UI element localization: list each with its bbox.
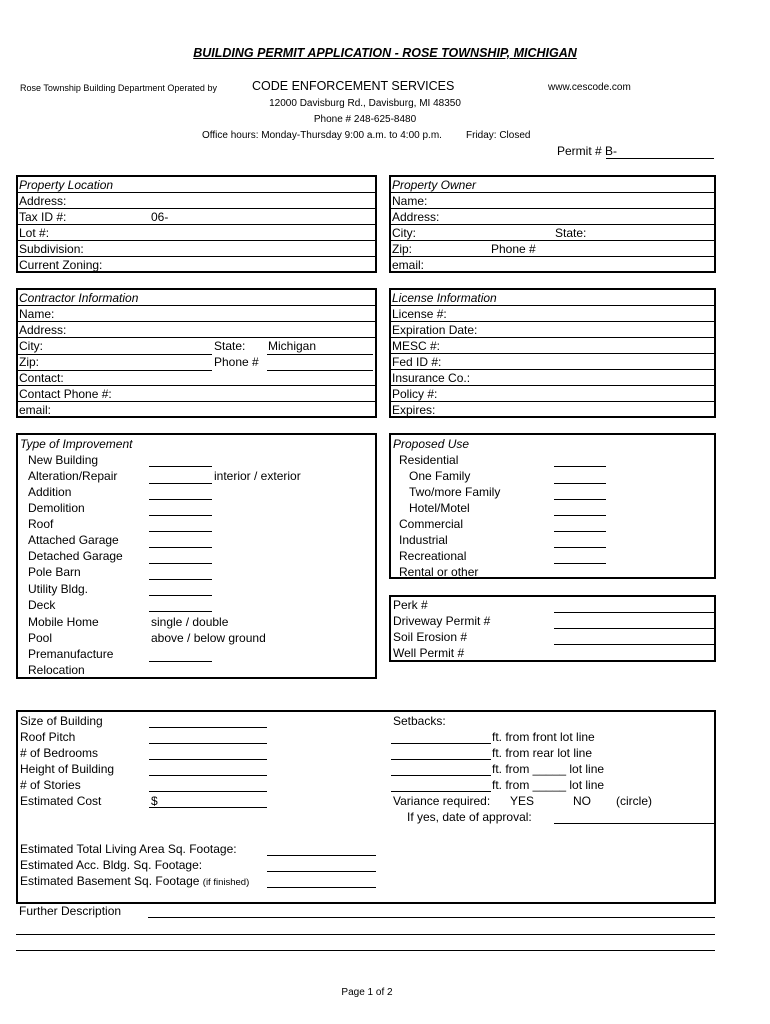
deck-blank[interactable]	[149, 611, 212, 612]
improvement-addition: Addition	[28, 485, 72, 499]
rear-setback-label: ft. from rear lot line	[492, 746, 593, 760]
contractor-email-field[interactable]	[18, 402, 375, 418]
mesc-label: MESC #:	[392, 339, 441, 353]
location-address-field[interactable]	[18, 193, 375, 209]
height-field[interactable]	[149, 775, 267, 776]
side2-setback-label: ft. from _____ lot line	[492, 778, 605, 792]
contractor-address-label: Address:	[19, 323, 67, 337]
circle-instruction: (circle)	[616, 794, 652, 808]
operated-by-text: Rose Township Building Department Operated by	[20, 83, 217, 93]
roof-pitch-field[interactable]	[149, 743, 267, 744]
license-number-field[interactable]	[391, 306, 714, 322]
stories-field[interactable]	[149, 791, 267, 792]
improvement-mobile-home: Mobile Home	[28, 615, 99, 629]
well-permit-label: Well Permit #	[393, 646, 465, 660]
front-setback-label: ft. from front lot line	[492, 730, 595, 744]
basement-field[interactable]	[267, 887, 376, 888]
improvement-premanufacture: Premanufacture	[28, 647, 114, 661]
zoning-field[interactable]	[18, 257, 375, 273]
contractor-city-row	[18, 338, 375, 354]
setbacks-heading: Setbacks:	[393, 714, 446, 728]
improvement-attached-garage: Attached Garage	[28, 533, 119, 547]
single-double-option[interactable]: single / double	[151, 615, 229, 629]
further-description-line-3[interactable]	[16, 950, 715, 951]
contractor-zip-row	[18, 354, 375, 370]
zoning-label: Current Zoning:	[19, 258, 103, 272]
owner-city-label: City:	[392, 226, 416, 240]
contractor-heading: Contractor Information	[18, 290, 375, 306]
form-title: BUILDING PERMIT APPLICATION - ROSE TOWNSHIP, MICHIGAN	[193, 46, 577, 60]
contractor-contact-label: Contact:	[19, 371, 64, 385]
policy-label: Policy #:	[392, 387, 438, 401]
expiration-date-field[interactable]	[391, 322, 714, 338]
other-permits-section	[389, 595, 716, 662]
permit-number-label: Permit # B-	[557, 144, 618, 158]
proposed-use-heading: Proposed Use	[393, 437, 470, 451]
insurance-field[interactable]	[391, 370, 714, 386]
contractor-zip-label: Zip:	[19, 355, 40, 369]
use-residential: Residential	[399, 453, 459, 467]
contractor-state-value: Michigan	[268, 339, 317, 353]
subdivision-field[interactable]	[18, 241, 375, 257]
further-description-line-1[interactable]	[148, 917, 715, 918]
basement-label-text: Estimated Basement Sq. Footage	[20, 874, 200, 888]
perk-field[interactable]	[554, 612, 714, 613]
roof-pitch-label: Roof Pitch	[20, 730, 76, 744]
height-label: Height of Building	[20, 762, 115, 776]
improvement-pool: Pool	[28, 631, 53, 645]
approval-date-field[interactable]	[554, 823, 714, 824]
contractor-city-label: City:	[19, 339, 43, 353]
living-area-field[interactable]	[267, 855, 376, 856]
use-recreational: Recreational	[399, 549, 467, 563]
owner-name-field[interactable]	[391, 193, 714, 209]
lot-label: Lot #:	[19, 226, 50, 240]
contractor-state-label: State:	[214, 339, 246, 353]
size-of-building-field[interactable]	[149, 727, 267, 728]
proposed-use-section	[389, 433, 716, 579]
insurance-label: Insurance Co.:	[392, 371, 471, 385]
contractor-phone-label: Phone #	[214, 355, 259, 369]
detached-garage-blank[interactable]	[149, 563, 212, 564]
use-two-more-family: Two/more Family	[409, 485, 501, 499]
owner-address-field[interactable]	[391, 209, 714, 225]
attached-garage-blank[interactable]	[149, 547, 212, 548]
estimated-cost-label: Estimated Cost	[20, 794, 102, 808]
contractor-email-label: email:	[19, 403, 52, 417]
fed-id-field[interactable]	[391, 354, 714, 370]
license-heading: License Information	[391, 290, 714, 306]
perk-label: Perk #	[393, 598, 428, 612]
basement-label	[20, 873, 249, 891]
acc-bldg-label: Estimated Acc. Bldg. Sq. Footage:	[20, 858, 203, 872]
residential-blank[interactable]	[554, 466, 606, 467]
improvement-pole-barn: Pole Barn	[28, 565, 81, 579]
contractor-name-label: Name:	[19, 307, 55, 321]
fed-id-label: Fed ID #:	[392, 355, 442, 369]
use-one-family: One Family	[409, 469, 471, 483]
policy-field[interactable]	[391, 386, 714, 402]
improvement-detached-garage: Detached Garage	[28, 549, 123, 563]
owner-state-label: State:	[555, 226, 587, 240]
property-owner-heading: Property Owner	[391, 177, 714, 193]
bedrooms-field[interactable]	[149, 759, 267, 760]
use-rental-other: Rental or other	[399, 565, 479, 579]
side1-setback-field[interactable]	[391, 775, 491, 776]
friday-hours: Friday: Closed	[466, 130, 531, 141]
office-hours: Office hours: Monday-Thursday 9:00 a.m. to 4:00 p.m.	[202, 130, 442, 141]
owner-phone-label: Phone #	[491, 242, 536, 256]
improvement-alteration: Alteration/Repair	[28, 469, 118, 483]
variance-label: Variance required:	[393, 794, 491, 808]
owner-name-label: Name:	[392, 194, 428, 208]
acc-bldg-field[interactable]	[267, 871, 376, 872]
company-address: 12000 Davisburg Rd., Davisburg, MI 48350	[269, 98, 461, 109]
contractor-name-field[interactable]	[18, 306, 375, 322]
contractor-address-field[interactable]	[18, 322, 375, 338]
building-details-section	[16, 710, 716, 904]
property-owner-section	[389, 175, 716, 273]
alteration-blank[interactable]	[149, 483, 212, 484]
use-commercial: Commercial	[399, 517, 464, 531]
contractor-contact-phone-label: Contact Phone #:	[19, 387, 112, 401]
company-phone: Phone # 248-625-8480	[313, 114, 417, 125]
living-area-label: Estimated Total Living Area Sq. Footage:	[20, 842, 237, 856]
owner-email-label: email:	[392, 258, 425, 272]
improvement-utility-bldg: Utility Bldg.	[28, 582, 89, 596]
improvement-roof: Roof	[28, 517, 54, 531]
estimated-cost-field[interactable]	[149, 807, 267, 808]
approval-date-label: If yes, date of approval:	[407, 810, 532, 824]
license-number-label: License #:	[392, 307, 447, 321]
roof-blank[interactable]	[149, 531, 212, 532]
improvement-heading: Type of Improvement	[20, 437, 133, 451]
property-location-section	[16, 175, 377, 273]
soil-erosion-label: Soil Erosion #	[393, 630, 468, 644]
variance-no-option[interactable]: NO	[573, 794, 591, 808]
recreational-blank[interactable]	[554, 563, 606, 564]
above-below-option[interactable]: above / below ground	[151, 631, 266, 645]
further-description-label: Further Description	[19, 904, 122, 918]
tax-id-field[interactable]	[18, 209, 375, 225]
utility-bldg-blank[interactable]	[149, 595, 212, 596]
driveway-permit-field[interactable]	[554, 628, 714, 629]
owner-zip-label: Zip:	[392, 242, 413, 256]
one-family-blank[interactable]	[554, 483, 606, 484]
addition-blank[interactable]	[149, 499, 212, 500]
contractor-contact-phone-field[interactable]	[18, 386, 375, 402]
bedrooms-label: # of Bedrooms	[20, 746, 99, 760]
subdivision-label: Subdivision:	[19, 242, 84, 256]
industrial-blank[interactable]	[554, 547, 606, 548]
side1-setback-label: ft. from _____ lot line	[492, 762, 605, 776]
lot-field[interactable]	[18, 225, 375, 241]
contractor-contact-field[interactable]	[18, 370, 375, 386]
premanufacture-blank[interactable]	[149, 661, 212, 662]
new-building-blank[interactable]	[149, 466, 212, 467]
hotel-motel-blank[interactable]	[554, 515, 606, 516]
front-setback-field[interactable]	[391, 743, 491, 744]
variance-yes-option[interactable]: YES	[510, 794, 535, 808]
use-industrial: Industrial	[399, 533, 448, 547]
property-location-heading: Property Location	[18, 177, 375, 193]
location-address-label: Address:	[19, 194, 67, 208]
pole-barn-blank[interactable]	[149, 579, 212, 580]
contractor-section	[16, 288, 377, 418]
improvement-section	[16, 433, 377, 679]
page-number: Page 1 of 2	[341, 987, 393, 998]
license-section	[389, 288, 716, 418]
expiration-date-label: Expiration Date:	[392, 323, 478, 337]
improvement-relocation: Relocation	[28, 663, 85, 677]
expires-field[interactable]	[391, 402, 714, 418]
two-more-family-blank[interactable]	[554, 499, 606, 500]
rear-setback-field[interactable]	[391, 759, 491, 760]
commercial-blank[interactable]	[554, 531, 606, 532]
owner-zip-field[interactable]	[391, 241, 714, 257]
mesc-field[interactable]	[391, 338, 714, 354]
side2-setback-field[interactable]	[391, 791, 491, 792]
owner-address-label: Address:	[392, 210, 440, 224]
driveway-permit-label: Driveway Permit #	[393, 614, 491, 628]
owner-email-field[interactable]	[391, 257, 714, 273]
website-link[interactable]: www.cescode.com	[548, 82, 631, 93]
size-of-building-label: Size of Building	[20, 714, 103, 728]
permit-number-field[interactable]	[606, 158, 714, 159]
improvement-deck: Deck	[28, 598, 56, 612]
company-name: CODE ENFORCEMENT SERVICES	[252, 79, 455, 93]
improvement-new-building: New Building	[28, 453, 99, 467]
tax-id-label: Tax ID #:	[19, 210, 67, 224]
tax-id-value: 06-	[151, 210, 169, 224]
dollar-sign: $	[151, 794, 158, 808]
soil-erosion-field[interactable]	[554, 644, 714, 645]
further-description-line-2[interactable]	[16, 934, 715, 935]
basement-note: (if finished)	[202, 877, 250, 888]
expires-label: Expires:	[392, 403, 436, 417]
owner-city-field[interactable]	[391, 225, 714, 241]
improvement-demolition: Demolition	[28, 501, 85, 515]
use-hotel-motel: Hotel/Motel	[409, 501, 470, 515]
demolition-blank[interactable]	[149, 515, 212, 516]
stories-label: # of Stories	[20, 778, 81, 792]
interior-exterior-option[interactable]: interior / exterior	[214, 469, 301, 483]
